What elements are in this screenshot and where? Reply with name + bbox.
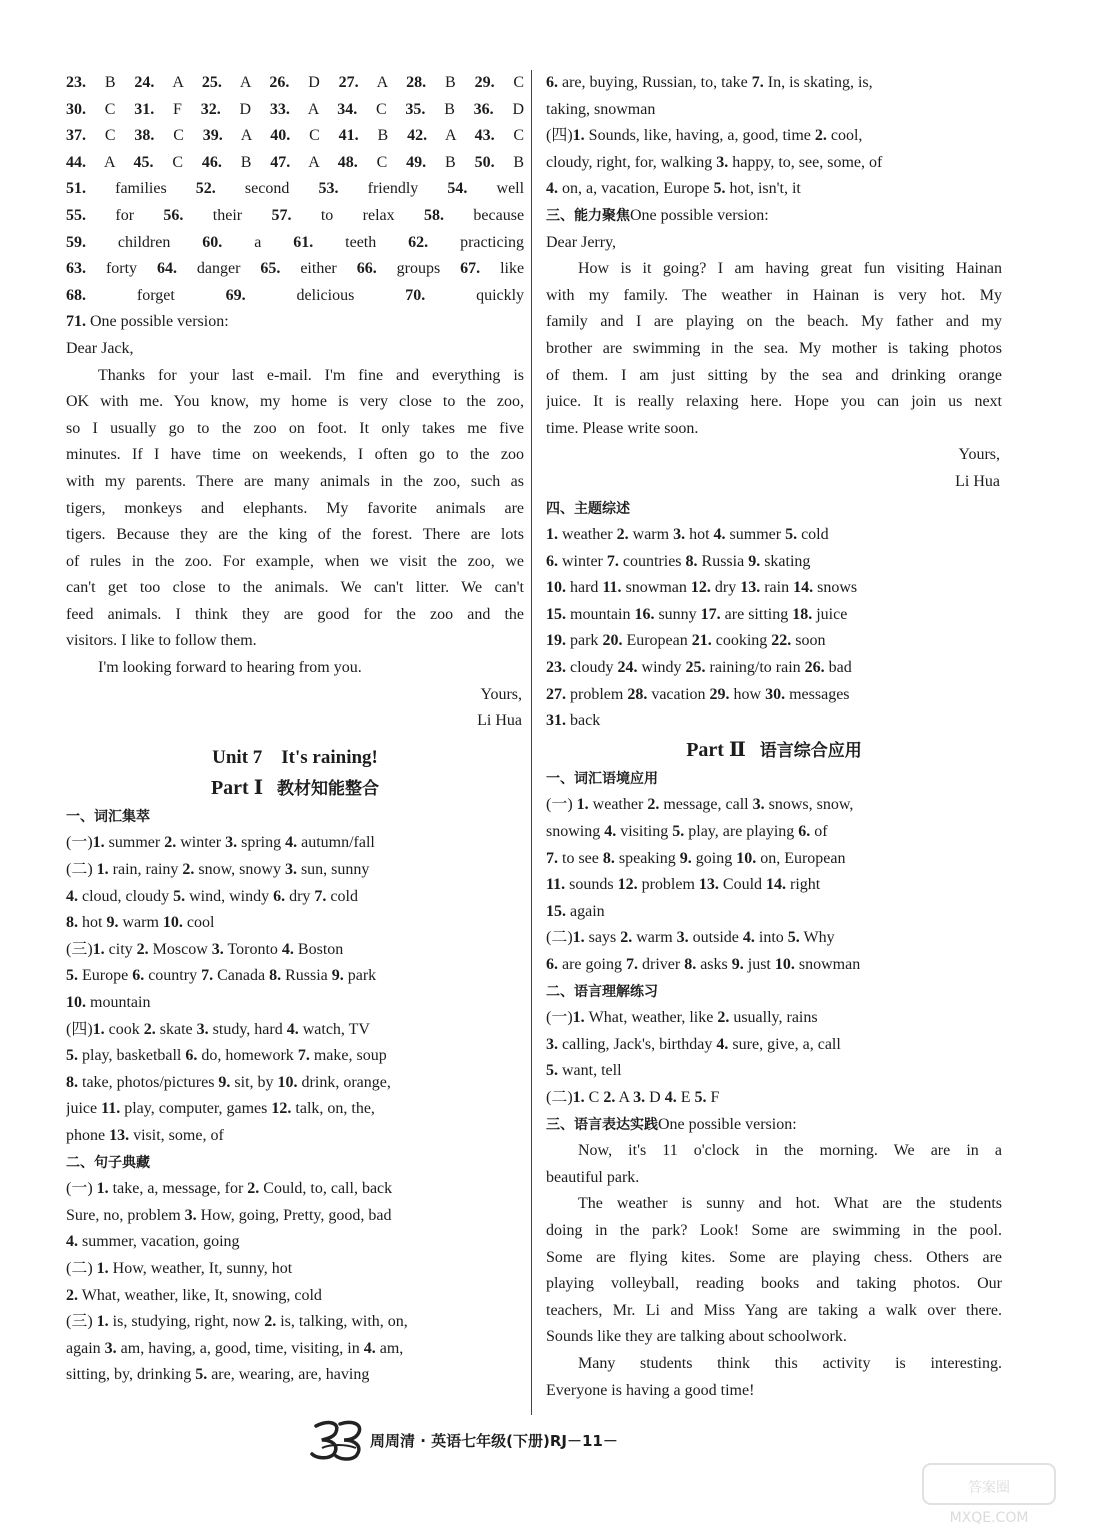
continued-answers [546, 70, 1002, 203]
answer-value: D [512, 100, 524, 118]
answer-line: Sure, no, problem 3. How, going, Pretty, good, bad [66, 1206, 392, 1224]
answer-number: 49. [406, 153, 427, 171]
comprehension-answers [546, 1005, 1002, 1111]
answer-line: 27. problem 28. vacation 29. how 30. messages [546, 685, 850, 703]
answer-number: 30. [66, 100, 86, 118]
answer-value: well [496, 180, 524, 198]
letter2-salutation: Dear Jerry, [546, 233, 617, 251]
answer-item [475, 154, 524, 171]
answer-line: 15. mountain 16. sunny 17. are sitting 18. juice [546, 605, 848, 623]
answer-value: to relax [320, 206, 395, 224]
letter-line: brother are swimming in the sea. My mother is taking photos [546, 339, 1002, 357]
answer-number: 57. [271, 206, 292, 224]
answer-number: 51. [66, 180, 86, 198]
answer-line: 10. mountain [66, 994, 151, 1011]
answer-value: forty [105, 260, 138, 278]
answer-item [66, 234, 170, 251]
answer-line: sitting, by, drinking 5. are, wearing, are, having [66, 1366, 370, 1384]
answer-line: 7. to see 8. speaking 9. going 10. on, European [546, 849, 846, 867]
answer-row [66, 176, 524, 203]
answer-item [163, 207, 242, 224]
answer-number: 44. [66, 153, 86, 171]
answer-value: C [513, 127, 524, 145]
answer-line: (二)1. C 2. A 3. D 4. E 5. F [546, 1088, 720, 1106]
answer-item [357, 260, 441, 277]
answer-line: 3. calling, Jack's, birthday 4. sure, give, a, call [546, 1035, 841, 1053]
answer-number: 59. [66, 233, 86, 251]
answer-item [270, 127, 320, 144]
right-column [546, 70, 1002, 1404]
left-column [66, 70, 524, 1389]
answer-value: a [254, 233, 262, 251]
answer-value: because [473, 206, 524, 224]
answer-line: 1. weather 2. warm 3. hot 4. summer 5. cold [546, 526, 829, 544]
answer-item [407, 127, 456, 144]
answer-item [405, 101, 454, 118]
brand-logo [310, 1418, 366, 1462]
letter-line: juice. It is really relaxing here. Hope you can join us next [546, 393, 1002, 411]
answer-item [338, 154, 388, 171]
answer-item [66, 207, 134, 224]
column-divider [531, 70, 532, 1415]
letter-line: OK with me. You know, my home is very close to the zoo, [66, 393, 524, 411]
letter-line: of rules in the zoo. For example, when we visit the zoo, we [66, 552, 524, 570]
answer-value: A [239, 74, 251, 91]
answer-line: snowing 4. visiting 5. play, are playing 6. of [546, 823, 828, 841]
letter-line: of them. I am just sitting by the sea and drinking orange [546, 366, 1002, 384]
answer-item [202, 154, 252, 171]
answer-number: 29. [474, 74, 495, 91]
answer-value: A [376, 74, 388, 91]
letter-line: How is it going? I am having great fun visiting Hainan [578, 260, 1002, 278]
page-footer [310, 1415, 618, 1465]
section-sentence-title: 二、句子典藏 [66, 1154, 150, 1171]
answer-item [271, 207, 394, 224]
answer-row [66, 203, 524, 230]
answer-value: second [244, 180, 290, 198]
context-answers [546, 792, 1002, 978]
sentence-answers [66, 1176, 524, 1389]
answer-line: (一) 1. weather 2. message, call 3. snows, snow, [546, 796, 854, 814]
answer-item [201, 101, 251, 118]
essay-line: teachers, Mr. Li and Miss Yang are taking a walk over there. [546, 1301, 1002, 1319]
answer-value: A [172, 74, 184, 91]
answer-item [293, 234, 376, 251]
answer-item [226, 287, 355, 304]
answer-line: 6. are going 7. driver 8. asks 9. just 10. snowman [546, 956, 861, 973]
answer-line: 10. hard 11. snowman 12. dry 13. rain 14. snows [546, 579, 858, 597]
answer-row [66, 256, 524, 283]
answer-value: like [500, 260, 524, 278]
answer-number: 32. [200, 100, 221, 118]
answer-number: 55. [66, 206, 86, 224]
answer-number: 52. [195, 180, 216, 198]
essay-line: The weather is sunny and hot. What are the students [578, 1195, 1002, 1213]
answer-item [475, 127, 524, 144]
answer-item [66, 154, 115, 171]
answer-number: 31. [134, 100, 155, 118]
answer-item [460, 260, 524, 277]
answer-item [66, 287, 175, 304]
answer-item [447, 180, 524, 197]
answer-number: 25. [201, 74, 222, 91]
answer-line: 15. again [546, 902, 605, 920]
answer-line: again 3. am, having, a, good, time, visiting, in 4. am, [66, 1339, 404, 1357]
answer-number: 43. [474, 127, 495, 145]
answer-grid [66, 70, 524, 309]
answer-number: 26. [269, 74, 290, 91]
answer-value: A [240, 127, 252, 145]
answer-line: (一) 1. take, a, message, for 2. Could, to, call, back [66, 1180, 393, 1198]
answer-item [134, 127, 184, 144]
section-context-title: 一、词汇语境应用 [546, 770, 658, 787]
answer-number: 61. [293, 233, 314, 251]
watermark-cn: 答案圈 [968, 1480, 1010, 1496]
unit-title: Unit 7 It's raining! [212, 746, 378, 768]
answer-number: 62. [408, 233, 429, 251]
letter-line: tigers. Because they are the king of the forest. There are lots [66, 526, 524, 544]
answer-item [134, 154, 184, 171]
answer-line: (四)1. Sounds, like, having, a, good, time 2. cool, [546, 127, 863, 145]
answer-line: 6. winter 7. countries 8. Russia 9. skating [546, 552, 811, 570]
letter1-signoff: Yours, [480, 685, 522, 703]
answer-number: 47. [270, 153, 291, 171]
answer-value: C [375, 100, 387, 118]
answer-number: 45. [133, 153, 154, 171]
essay-line: beautiful park. [546, 1168, 640, 1186]
answer-number: 53. [318, 180, 339, 198]
answer-number: 63. [66, 260, 86, 278]
answer-item [202, 74, 251, 91]
answer-line: 4. cloud, cloudy 5. wind, windy 6. dry 7. cold [66, 887, 358, 905]
answer-item [269, 74, 319, 91]
answer-number: 38. [134, 127, 155, 145]
letter1-name: Li Hua [477, 712, 522, 730]
section-ability-title: 三、能力聚焦One possible version: [546, 206, 769, 224]
answer-line: juice 11. play, computer, games 12. talk, on, the, [66, 1100, 375, 1118]
part2-heading: Part Ⅱ 语言综合应用 [686, 738, 862, 761]
answer-line: 4. on, a, vacation, Europe 5. hot, isn't, it [546, 180, 801, 198]
answer-number: 67. [460, 260, 481, 278]
answer-item [406, 74, 456, 91]
answer-number: 54. [447, 180, 468, 198]
answer-item [474, 101, 524, 118]
footer-text: 周周清 · 英语七年级(下册)RJ－11－ [370, 1431, 618, 1450]
answer-number: 65. [260, 260, 281, 278]
answer-number: 39. [202, 127, 223, 145]
answer-item [270, 154, 319, 171]
essay-line: Many students think this activity is interesting. [578, 1354, 1002, 1372]
answer-line: 4. summer, vacation, going [66, 1233, 240, 1251]
answer-line: taking, snowman [546, 100, 656, 118]
answer-line: (三)1. city 2. Moscow 3. Toronto 4. Boston [66, 940, 344, 958]
answer-number: 64. [156, 260, 177, 278]
answer-item [424, 207, 524, 224]
part1-heading: Part Ⅰ 教材知能整合 [210, 776, 380, 799]
watermark-url: MXQE.COM [949, 1510, 1029, 1526]
essay-line: doing in the park? Look! Some are swimming in the pool. [546, 1221, 1002, 1239]
answer-line: (四)1. cook 2. skate 3. study, hard 4. watch, TV [66, 1020, 370, 1038]
answer-number: 41. [338, 127, 359, 145]
answer-item [203, 127, 252, 144]
answer-line: 8. hot 9. warm 10. cool [66, 914, 215, 932]
answer-item [202, 234, 261, 251]
answer-line: (二) 1. rain, rainy 2. snow, snowy 3. sun, sunny [66, 861, 370, 879]
answer-item [408, 234, 524, 251]
answer-item [337, 101, 386, 118]
letter1-closing: I'm looking forward to hearing from you. [98, 659, 362, 677]
answer-number: 56. [163, 206, 184, 224]
section-theme-title: 四、主题综述 [546, 500, 630, 517]
answer-value: B [240, 153, 252, 171]
answer-value: D [308, 74, 320, 91]
answer-number: 24. [134, 74, 155, 91]
answer-item [260, 260, 336, 277]
answer-value: children [117, 233, 171, 251]
answer-line: cloudy, right, for, walking 3. happy, to, see, some, of [546, 153, 883, 171]
answer-value: B [445, 74, 456, 91]
answer-value: C [172, 153, 184, 171]
answer-line: 5. Europe 6. country 7. Canada 8. Russia 9. park [66, 967, 377, 985]
answer-row [66, 123, 524, 150]
answer-row [66, 230, 524, 257]
answer-number: 70. [405, 286, 426, 304]
answer-line: (一)1. summer 2. winter 3. spring 4. autumn/fall [66, 834, 375, 852]
answer-value: C [173, 127, 184, 145]
answer-line: 19. park 20. European 21. cooking 22. soon [546, 632, 826, 650]
answer-number: 34. [337, 100, 358, 118]
essay-line: Some are flying kites. Some are playing chess. Others are [546, 1248, 1002, 1266]
answer-line: 2. What, weather, like, It, snowing, cold [66, 1286, 322, 1304]
letter-line: tigers, monkeys and elephants. My favorite animals are [66, 499, 524, 517]
answer-line: (三) 1. is, studying, right, now 2. is, talking, with, on, [66, 1313, 408, 1331]
answer-number: 27. [338, 74, 359, 91]
letter1-body [66, 363, 524, 656]
answer-line: 31. back [546, 712, 601, 730]
answer-value: practicing [460, 233, 524, 251]
answer-item [157, 260, 240, 277]
answer-item [270, 101, 319, 118]
letter-line: Thanks for your last e-mail. I'm fine and everything is [98, 366, 524, 384]
answer-row [66, 283, 524, 310]
letter2-signoff: Yours, [958, 446, 1000, 464]
letter2-body [546, 256, 1002, 442]
answer-line: 5. play, basketball 6. do, homework 7. make, soup [66, 1047, 387, 1065]
answer-value: C [309, 127, 320, 145]
answer-item [406, 154, 456, 171]
letter-line: family and I are playing on the beach. My father and my [546, 313, 1002, 331]
answer-value: A [308, 153, 319, 171]
answer-number: 69. [225, 286, 246, 304]
answer-number: 36. [473, 100, 494, 118]
section-comprehension-title: 二、语言理解练习 [546, 983, 658, 1000]
letter-line: minutes. If I have time on weekends, I often go to the zoo [66, 446, 524, 464]
answer-number: 66. [356, 260, 377, 278]
answer-value: friendly [367, 180, 419, 198]
answer-value: A [445, 127, 456, 145]
answer-number: 50. [474, 153, 495, 171]
essay-line: playing volleyball, reading books and taking photos. Our [546, 1275, 1002, 1293]
answer-item [134, 74, 183, 91]
answer-number: 60. [202, 233, 223, 251]
section-expression-title: 三、语言表达实践One possible version: [546, 1115, 797, 1133]
letter-line: feed animals. I think they are good for the zoo and the [66, 605, 524, 623]
answer-line: 11. sounds 12. problem 13. Could 14. right [546, 876, 821, 894]
letter-line: can't get too close to the animals. We can't litter. We can't [66, 579, 524, 597]
answer-value: quickly [476, 286, 524, 304]
answer-line: 5. want, tell [546, 1062, 622, 1080]
essay-line: Sounds like they are talking about schoolwork. [546, 1328, 847, 1346]
theme-answers [546, 522, 1002, 735]
letter2-name: Li Hua [955, 472, 1000, 490]
answer-value: C [104, 100, 116, 118]
answer-number: 48. [337, 153, 358, 171]
answer-value: F [173, 100, 182, 118]
answer-value: A [103, 153, 115, 171]
answer-number: 58. [424, 206, 445, 224]
letter-line: visitors. I like to follow them. [66, 632, 257, 650]
section-vocab-title: 一、词汇集萃 [66, 808, 150, 825]
answer-line: 6. are, buying, Russian, to, take 7. In, is skating, is, [546, 74, 873, 91]
answer-value: B [444, 100, 455, 118]
answer-line: (一)1. What, weather, like 2. usually, rains [546, 1009, 818, 1027]
answer-line: (二) 1. How, weather, It, sunny, hot [66, 1259, 293, 1277]
answer-number: 33. [269, 100, 290, 118]
answer-number: 42. [407, 127, 428, 145]
answer-value: C [104, 127, 116, 145]
answer-number: 40. [270, 127, 291, 145]
answer-item [196, 180, 290, 197]
vocab-answers [66, 830, 524, 1149]
answer-value: C [513, 74, 524, 91]
answer-row [66, 70, 524, 97]
answer-line: (二)1. says 2. warm 3. outside 4. into 5. Why [546, 929, 835, 947]
answer-number: 46. [201, 153, 222, 171]
answer-value: groups [396, 260, 441, 278]
answer-value: B [513, 153, 524, 171]
answer-item [134, 101, 182, 118]
letter-line: so I usually go to the zoo on foot. It only takes me five [66, 419, 524, 437]
answer-value: families [115, 180, 167, 198]
essay-line: Now, it's 11 o'clock in the morning. We are in a [578, 1142, 1002, 1160]
answer-line: phone 13. visit, some, of [66, 1126, 224, 1144]
essay-line: Everyone is having a good time! [546, 1381, 755, 1399]
answer-line: 8. take, photos/pictures 9. sit, by 10. drink, orange, [66, 1073, 391, 1091]
answer-item [318, 180, 418, 197]
answer-value: for [115, 206, 135, 224]
answer-number: 68. [66, 286, 86, 304]
answer-value: forget [136, 286, 175, 304]
answer-value: teeth [345, 233, 377, 251]
answer-item [66, 260, 137, 277]
essay-body [546, 1138, 1002, 1404]
answer-value: B [104, 74, 116, 91]
watermark [919, 1460, 1059, 1530]
answer-value: D [239, 100, 252, 118]
answer-value: their [212, 206, 243, 224]
answer-item [66, 180, 167, 197]
answer-item [66, 101, 115, 118]
answer-value: either [300, 260, 337, 278]
letter-line: with my family. The weather in Hainan is very hot. My [546, 286, 1002, 304]
answer-number: 23. [66, 74, 86, 91]
answer-item [405, 287, 524, 304]
answer-value: delicious [296, 286, 355, 304]
answer-item [66, 127, 116, 144]
answer-row [66, 97, 524, 124]
letter1-salutation: Dear Jack, [66, 339, 134, 357]
letter-line: time. Please write soon. [546, 419, 699, 437]
answer-number: 35. [405, 100, 426, 118]
answer-value: A [307, 100, 319, 118]
answer-value: B [445, 153, 456, 171]
answer-item [339, 74, 388, 91]
answer-number: 28. [406, 74, 427, 91]
answer-item [66, 74, 116, 91]
answer-line: 23. cloudy 24. windy 25. raining/to rain 26. bad [546, 659, 852, 677]
answer-value: B [377, 127, 389, 145]
q71-line: 71. One possible version: [66, 313, 229, 331]
answer-row [66, 150, 524, 177]
answer-item [339, 127, 389, 144]
answer-value: danger [196, 260, 241, 278]
answer-item [475, 74, 524, 91]
letter-line: with my parents. There are many animals in the zoo, such as [66, 472, 524, 490]
answer-number: 37. [66, 127, 86, 145]
answer-value: C [376, 153, 388, 171]
